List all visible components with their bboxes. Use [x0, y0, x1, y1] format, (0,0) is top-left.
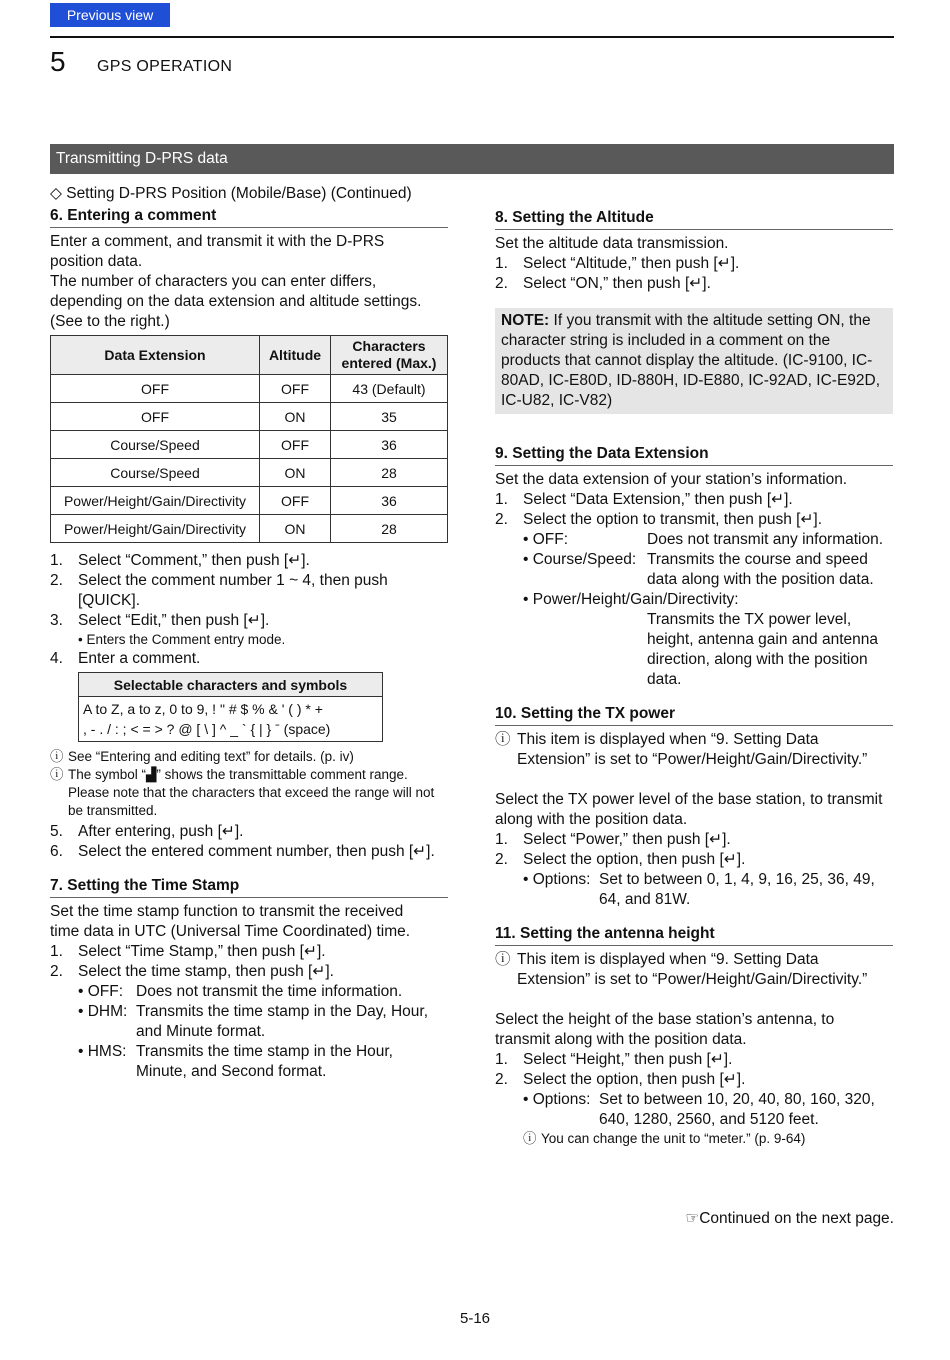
- option-item: • Options: Set to between 0, 1, 4, 9, 16, 25, 36, 49, 64, and 81W.: [523, 871, 875, 908]
- option-item: • DHM: Transmits the time stamp in the Day, Hour, and Minute format.: [78, 1003, 429, 1040]
- table-cell: 35: [331, 403, 448, 431]
- step-item: 4. Enter a comment.: [50, 650, 201, 667]
- heading-data-extension: 9. Setting the Data Extension: [495, 444, 893, 466]
- heading-altitude: 8. Setting the Altitude: [495, 208, 893, 230]
- option-description: Transmits the TX power level, height, antenna gain and antenna direction, along with the position data.: [647, 611, 878, 688]
- table-header: Characters entered (Max.): [331, 336, 448, 375]
- paragraph: depending on the data extension and altitude settings.: [50, 293, 422, 310]
- step-item: 2. Select the option, then push [↵].: [495, 851, 746, 868]
- table-cell: OFF: [51, 403, 260, 431]
- table-cell: ON: [260, 403, 331, 431]
- table-cell: 28: [331, 515, 448, 543]
- table-row: [51, 375, 448, 403]
- heading-tx-power: 10. Setting the TX power: [495, 704, 893, 726]
- table-cell: OFF: [260, 375, 331, 403]
- chapter-title: GPS OPERATION: [97, 58, 233, 75]
- table-cell: 28: [331, 459, 448, 487]
- table-row: [51, 459, 448, 487]
- info-icon: ⓘ: [523, 1131, 537, 1146]
- option-item: • Power/Height/Gain/Directivity:: [523, 591, 739, 608]
- table-cell: Power/Height/Gain/Directivity: [51, 487, 260, 515]
- heading-antenna-height: 11. Setting the antenna height: [495, 924, 893, 946]
- table-row: [51, 403, 448, 431]
- table-cell: ON: [260, 515, 331, 543]
- option-item: • Options: Set to between 10, 20, 40, 80, 160, 320, 640, 1280, 2560, and 5120 feet.: [523, 1091, 875, 1128]
- paragraph: Select the height of the base station’s antenna, to transmit along with the position data.: [495, 1011, 835, 1048]
- paragraph: time data in UTC (Universal Time Coordinated) time.: [50, 923, 411, 940]
- table-row: [51, 431, 448, 459]
- table-cell: A to Z, a to z, 0 to 9, ! " # $ % & ' ( ) * + , - . / : ; < = > ? @ [ \ ] ^ _ ` { | } ˉ (space): [79, 697, 383, 742]
- paragraph: The number of characters you can enter differs,: [50, 273, 377, 290]
- page-number: 5-16: [459, 1310, 491, 1327]
- paragraph: position data.: [50, 253, 143, 270]
- info-note: ⓘ The symbol “▟” shows the transmittable comment range. Please note that the characters that exceed the range will not be transmitted.: [50, 767, 435, 818]
- table-cell: ON: [260, 459, 331, 487]
- left-column: [50, 184, 448, 1082]
- info-note: ⓘ This item is displayed when “9. Setting Data Extension” is set to “Power/Height/Gain/Directivity.”: [495, 731, 868, 768]
- option-item: • OFF: Does not transmit the time information.: [78, 983, 403, 1000]
- header-rule: [50, 36, 894, 38]
- paragraph: Select the TX power level of the base station, to transmit along with the position data.: [495, 791, 883, 828]
- section-title: Transmitting D-PRS data: [50, 144, 894, 174]
- heading-time-stamp: 7. Setting the Time Stamp: [50, 876, 448, 898]
- info-icon: ⓘ: [50, 767, 64, 782]
- table-row: [51, 515, 448, 543]
- step-item: 2. Select “ON,” then push [↵].: [495, 275, 711, 292]
- heading-entering-comment: 6. Entering a comment: [50, 206, 448, 228]
- step-item: 6. Select the entered comment number, then push [↵].: [50, 843, 435, 860]
- paragraph: Enter a comment, and transmit it with the D-PRS: [50, 233, 385, 250]
- step-item: 1. Select “Comment,” then push [↵].: [50, 552, 310, 569]
- paragraph: Set the altitude data transmission.: [495, 235, 729, 252]
- step-item: 2. Select the option, then push [↵].: [495, 1071, 746, 1088]
- table-cell: OFF: [260, 431, 331, 459]
- step-item: 1. Select “Altitude,” then push [↵].: [495, 255, 740, 272]
- step-item: 2. Select the comment number 1 ~ 4, then push [QUICK].: [50, 572, 388, 609]
- info-icon: ⓘ: [495, 731, 511, 748]
- step-sub-note: • Enters the Comment entry mode.: [78, 632, 286, 647]
- step-item: 1. Select “Power,” then push [↵].: [495, 831, 731, 848]
- table-cell: Course/Speed: [51, 459, 260, 487]
- table-cell: Course/Speed: [51, 431, 260, 459]
- info-note: ⓘ See “Entering and editing text” for details. (p. iv): [50, 749, 354, 764]
- paragraph: Set the time stamp function to transmit the received: [50, 903, 404, 920]
- option-item: • OFF: Does not transmit any information.: [523, 531, 884, 548]
- step-item: 1. Select “Data Extension,” then push [↵].: [495, 491, 793, 508]
- previous-view-button[interactable]: Previous view: [50, 3, 170, 27]
- paragraph: Set the data extension of your station’s information.: [495, 471, 848, 488]
- info-icon: ⓘ: [50, 749, 64, 764]
- step-item: 1. Select “Time Stamp,” then push [↵].: [50, 943, 326, 960]
- info-note: ⓘ This item is displayed when “9. Setting Data Extension” is set to “Power/Height/Gain/Directivity.”: [495, 951, 868, 988]
- continued-note: ☞Continued on the next page.: [685, 1210, 894, 1227]
- step-item: 1. Select “Height,” then push [↵].: [495, 1051, 733, 1068]
- table-cell: 43 (Default): [331, 375, 448, 403]
- table-cell: 36: [331, 431, 448, 459]
- right-column: [495, 208, 893, 1148]
- info-note: ⓘ You can change the unit to “meter.” (p. 9-64): [523, 1131, 806, 1146]
- subsection-title: ◇ Setting D-PRS Position (Mobile/Base) (Continued): [50, 185, 412, 202]
- table-cell: OFF: [260, 487, 331, 515]
- table-cell: OFF: [51, 375, 260, 403]
- info-icon: ⓘ: [495, 951, 511, 968]
- table-header: Data Extension: [51, 336, 260, 375]
- note-box: NOTE: If you transmit with the altitude setting ON, the character string is included in a comment on the products that cannot display the altitude. (IC-9100, IC-80AD, IC-E80D, ID-880H, ID-E880, IC-92AD, IC-E92D, IC-U82, IC-V82): [495, 308, 893, 414]
- step-item: 3. Select “Edit,” then push [↵].: [50, 612, 270, 629]
- characters-table: [50, 335, 448, 543]
- step-item: 2. Select the time stamp, then push [↵].: [50, 963, 334, 980]
- table-header: Altitude: [260, 336, 331, 375]
- table-header: Selectable characters and symbols: [79, 673, 383, 697]
- table-cell: Power/Height/Gain/Directivity: [51, 515, 260, 543]
- selectable-characters-table: [78, 672, 383, 742]
- option-item: • Course/Speed: Transmits the course and speed data along with the position data.: [523, 551, 874, 588]
- step-item: 5. After entering, push [↵].: [50, 823, 244, 840]
- chapter-number: 5: [50, 46, 66, 77]
- option-item: • HMS: Transmits the time stamp in the Hour, Minute, and Second format.: [78, 1043, 393, 1080]
- paragraph: (See to the right.): [50, 313, 170, 330]
- step-item: 2. Select the option to transmit, then push [↵].: [495, 511, 823, 528]
- table-cell: 36: [331, 487, 448, 515]
- table-row: [51, 487, 448, 515]
